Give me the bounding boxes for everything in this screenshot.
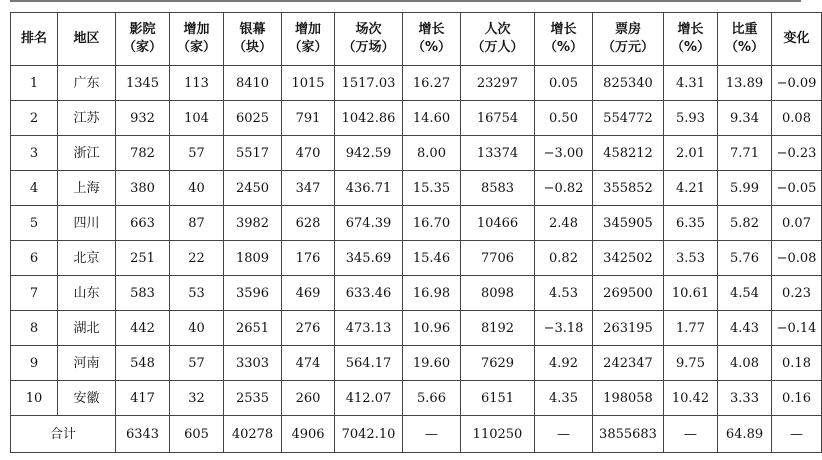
value-cell: 342502	[593, 241, 664, 276]
value-cell: −3.00	[535, 136, 593, 171]
total-value-cell: 40278	[224, 416, 282, 453]
column-header-label: 增长	[550, 22, 577, 37]
value-cell: 0.23	[772, 276, 822, 311]
value-cell: 4.31	[664, 66, 718, 101]
value-cell: 663	[116, 206, 170, 241]
value-cell: 825340	[593, 66, 664, 101]
region-cell: 上海	[58, 171, 116, 206]
value-cell: 4.08	[718, 346, 772, 381]
value-cell: 2.01	[664, 136, 718, 171]
value-cell: 4.53	[535, 276, 593, 311]
value-cell: 8583	[461, 171, 535, 206]
value-cell: 412.07	[335, 381, 403, 416]
table-row	[11, 311, 822, 346]
value-cell: 57	[170, 136, 224, 171]
value-cell: 2535	[224, 381, 282, 416]
column-header-unit: （万元）	[601, 40, 654, 55]
column-header	[593, 13, 664, 66]
value-cell: 10.61	[664, 276, 718, 311]
value-cell: 1345	[116, 66, 170, 101]
value-cell: 469	[282, 276, 335, 311]
value-cell: 942.59	[335, 136, 403, 171]
value-cell: 3.33	[718, 381, 772, 416]
column-header-unit: （%）	[543, 40, 584, 55]
region-cell: 河南	[58, 346, 116, 381]
value-cell: −0.08	[772, 241, 822, 276]
value-cell: 14.60	[403, 101, 461, 136]
column-header	[403, 13, 461, 66]
total-value-cell: 3855683	[593, 416, 664, 453]
value-cell: 32	[170, 381, 224, 416]
value-cell: 242347	[593, 346, 664, 381]
value-cell: 548	[116, 346, 170, 381]
total-value-cell: 64.89	[718, 416, 772, 453]
value-cell: 442	[116, 311, 170, 346]
value-cell: 2.48	[535, 206, 593, 241]
value-cell: 5.82	[718, 206, 772, 241]
table-row	[11, 276, 822, 311]
value-cell: 0.50	[535, 101, 593, 136]
value-cell: 251	[116, 241, 170, 276]
table-row	[11, 346, 822, 381]
column-header-unit: （家）	[122, 40, 162, 55]
table-row	[11, 206, 822, 241]
value-cell: 260	[282, 381, 335, 416]
total-value-cell: —	[403, 416, 461, 453]
value-cell: 355852	[593, 171, 664, 206]
rank-cell: 8	[11, 311, 58, 346]
value-cell: 1809	[224, 241, 282, 276]
value-cell: 10466	[461, 206, 535, 241]
value-cell: 57	[170, 346, 224, 381]
cinema-ranking-table	[10, 12, 822, 453]
value-cell: 9.75	[664, 346, 718, 381]
value-cell: 87	[170, 206, 224, 241]
total-value-cell: 4906	[282, 416, 335, 453]
value-cell: 0.18	[772, 346, 822, 381]
value-cell: 16.98	[403, 276, 461, 311]
column-header-label: 增加	[183, 22, 210, 37]
value-cell: 19.60	[403, 346, 461, 381]
column-header-unit: （万人）	[471, 40, 524, 55]
rank-cell: 7	[11, 276, 58, 311]
column-header-unit: （%）	[670, 40, 711, 55]
column-header	[116, 13, 170, 66]
value-cell: 198058	[593, 381, 664, 416]
rank-cell: 10	[11, 381, 58, 416]
column-header-unit: （万场）	[342, 40, 395, 55]
total-value-cell: —	[535, 416, 593, 453]
value-cell: −0.05	[772, 171, 822, 206]
total-value-cell: 6343	[116, 416, 170, 453]
column-header	[11, 13, 58, 66]
value-cell: 1015	[282, 66, 335, 101]
column-header	[224, 13, 282, 66]
value-cell: 474	[282, 346, 335, 381]
value-cell: 674.39	[335, 206, 403, 241]
value-cell: 9.34	[718, 101, 772, 136]
value-cell: 2450	[224, 171, 282, 206]
column-header-label: 变化	[783, 31, 810, 46]
value-cell: 633.46	[335, 276, 403, 311]
value-cell: 782	[116, 136, 170, 171]
value-cell: 417	[116, 381, 170, 416]
value-cell: −0.82	[535, 171, 593, 206]
total-value-cell: 605	[170, 416, 224, 453]
total-label: 合计	[11, 416, 116, 453]
value-cell: 22	[170, 241, 224, 276]
column-header-label: 影院	[129, 22, 156, 37]
value-cell: 7629	[461, 346, 535, 381]
table-body	[11, 66, 822, 453]
total-value-cell: —	[772, 416, 822, 453]
column-header-unit: （块）	[232, 40, 272, 55]
rank-cell: 4	[11, 171, 58, 206]
region-cell: 江苏	[58, 101, 116, 136]
column-header-label: 地区	[73, 31, 100, 46]
value-cell: 0.07	[772, 206, 822, 241]
column-header-label: 排名	[20, 31, 47, 46]
value-cell: −0.23	[772, 136, 822, 171]
table-row	[11, 171, 822, 206]
value-cell: 554772	[593, 101, 664, 136]
table-row	[11, 241, 822, 276]
value-cell: 4.54	[718, 276, 772, 311]
value-cell: 458212	[593, 136, 664, 171]
region-cell: 广东	[58, 66, 116, 101]
column-header	[461, 13, 535, 66]
value-cell: 15.46	[403, 241, 461, 276]
value-cell: 0.16	[772, 381, 822, 416]
value-cell: 5517	[224, 136, 282, 171]
value-cell: 932	[116, 101, 170, 136]
column-header-label: 增长	[418, 22, 445, 37]
rank-cell: 5	[11, 206, 58, 241]
value-cell: 5.99	[718, 171, 772, 206]
value-cell: 628	[282, 206, 335, 241]
column-header-label: 票房	[614, 22, 641, 37]
value-cell: 8410	[224, 66, 282, 101]
value-cell: 7706	[461, 241, 535, 276]
rank-cell: 2	[11, 101, 58, 136]
top-border-line	[10, 0, 801, 2]
column-header	[335, 13, 403, 66]
total-value-cell: —	[664, 416, 718, 453]
value-cell: 3596	[224, 276, 282, 311]
value-cell: 6025	[224, 101, 282, 136]
value-cell: 6151	[461, 381, 535, 416]
value-cell: −0.14	[772, 311, 822, 346]
value-cell: 13.89	[718, 66, 772, 101]
table-row	[11, 136, 822, 171]
column-header	[282, 13, 335, 66]
value-cell: 10.96	[403, 311, 461, 346]
value-cell: 16.70	[403, 206, 461, 241]
column-header-label: 比重	[731, 22, 758, 37]
value-cell: 2651	[224, 311, 282, 346]
value-cell: 0.82	[535, 241, 593, 276]
value-cell: −0.09	[772, 66, 822, 101]
region-cell: 四川	[58, 206, 116, 241]
column-header	[170, 13, 224, 66]
column-header-label: 场次	[355, 22, 382, 37]
column-header-unit: （家）	[176, 40, 216, 55]
value-cell: 10.42	[664, 381, 718, 416]
rank-cell: 9	[11, 346, 58, 381]
value-cell: 4.43	[718, 311, 772, 346]
total-row	[11, 416, 822, 453]
value-cell: 0.08	[772, 101, 822, 136]
value-cell: 345905	[593, 206, 664, 241]
value-cell: 470	[282, 136, 335, 171]
value-cell: 4.92	[535, 346, 593, 381]
value-cell: 8192	[461, 311, 535, 346]
value-cell: 473.13	[335, 311, 403, 346]
column-header-label: 人次	[484, 22, 511, 37]
value-cell: 1.77	[664, 311, 718, 346]
region-cell: 安徽	[58, 381, 116, 416]
column-header	[664, 13, 718, 66]
value-cell: 276	[282, 311, 335, 346]
column-header	[58, 13, 116, 66]
column-header-label: 银幕	[239, 22, 266, 37]
value-cell: 5.66	[403, 381, 461, 416]
value-cell: 263195	[593, 311, 664, 346]
header-row	[11, 13, 822, 66]
value-cell: 3.53	[664, 241, 718, 276]
column-header-unit: （家）	[288, 40, 328, 55]
table-row	[11, 381, 822, 416]
rank-cell: 6	[11, 241, 58, 276]
value-cell: 53	[170, 276, 224, 311]
value-cell: 583	[116, 276, 170, 311]
value-cell: 791	[282, 101, 335, 136]
value-cell: 40	[170, 171, 224, 206]
region-cell: 浙江	[58, 136, 116, 171]
table-header	[11, 13, 822, 66]
value-cell: 436.71	[335, 171, 403, 206]
column-header-label: 增加	[294, 22, 321, 37]
value-cell: 13374	[461, 136, 535, 171]
region-cell: 湖北	[58, 311, 116, 346]
region-cell: 北京	[58, 241, 116, 276]
value-cell: 0.05	[535, 66, 593, 101]
value-cell: 8.00	[403, 136, 461, 171]
value-cell: 5.93	[664, 101, 718, 136]
value-cell: −3.18	[535, 311, 593, 346]
rank-cell: 1	[11, 66, 58, 101]
column-header	[718, 13, 772, 66]
region-cell: 山东	[58, 276, 116, 311]
column-header	[535, 13, 593, 66]
column-header	[772, 13, 822, 66]
value-cell: 15.35	[403, 171, 461, 206]
value-cell: 4.35	[535, 381, 593, 416]
total-value-cell: 110250	[461, 416, 535, 453]
value-cell: 40	[170, 311, 224, 346]
table-row	[11, 66, 822, 101]
value-cell: 3982	[224, 206, 282, 241]
value-cell: 380	[116, 171, 170, 206]
value-cell: 345.69	[335, 241, 403, 276]
value-cell: 7.71	[718, 136, 772, 171]
value-cell: 564.17	[335, 346, 403, 381]
value-cell: 347	[282, 171, 335, 206]
value-cell: 8098	[461, 276, 535, 311]
column-header-unit: （%）	[411, 40, 452, 55]
value-cell: 5.76	[718, 241, 772, 276]
table-row	[11, 101, 822, 136]
column-header-unit: （%）	[724, 40, 765, 55]
rank-cell: 3	[11, 136, 58, 171]
value-cell: 1517.03	[335, 66, 403, 101]
value-cell: 113	[170, 66, 224, 101]
value-cell: 16754	[461, 101, 535, 136]
value-cell: 23297	[461, 66, 535, 101]
value-cell: 4.21	[664, 171, 718, 206]
value-cell: 1042.86	[335, 101, 403, 136]
value-cell: 176	[282, 241, 335, 276]
total-value-cell: 7042.10	[335, 416, 403, 453]
value-cell: 3303	[224, 346, 282, 381]
column-header-label: 增长	[677, 22, 704, 37]
value-cell: 269500	[593, 276, 664, 311]
value-cell: 16.27	[403, 66, 461, 101]
value-cell: 104	[170, 101, 224, 136]
value-cell: 6.35	[664, 206, 718, 241]
